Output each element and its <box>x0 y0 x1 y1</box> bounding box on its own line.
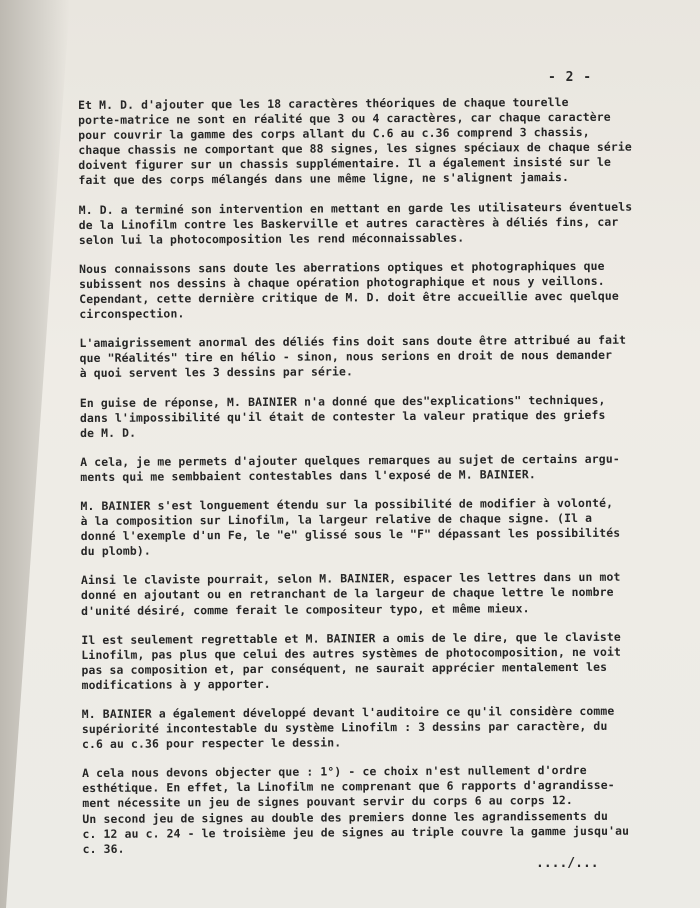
paragraph: Nous connaissons sans doute les aberrations optiques et photographiques que subissent nos dessins à chaque opération photographique et nous y veillons. Cependant, cette dernière critique de M. D. doit être accueillie avec quelque circonspection. <box>79 258 619 322</box>
paragraph: Et M. D. d'ajouter que les 18 caractères théoriques de chaque tourelle porte-matrice ne sont en réalité que 3 ou 4 caractères, car chaque caractère pour couvrir la gamme des corps allant du C.6 au c.36 comprend 3 chassis, chaque chassis ne comportant que 88 signes, les signes spéciaux de chaque série doivent figurer sur un chassis supplémentaire. Il a également insisté sur le fait que des corps mélangés dans une même ligne, ne s'alignent jamais. <box>78 95 632 188</box>
paragraph: M. BAINIER s'est longuement étendu sur la possibilité de modifier à volonté, à la composition sur Linofilm, la largeur relative de chaque signe. (Il a donné l'exemple d'un Fe, le "e" glissé sous le "F" dépassant les possibilités du plomb). <box>80 495 621 559</box>
page-shadow-edge <box>0 0 70 908</box>
paragraph: L'amaigrissement anormal des déliés fins doit sans doute être attribué au fait que "Réalités" tire en hélio - sinon, nous serions en droit de nous demander à quoi servent les 3 dessins par série. <box>79 332 627 381</box>
paragraph: Ainsi le claviste pourrait, selon M. BAINIER, espacer les lettres dans un mot donné en ajoutant ou en retranchant de la largeur de chaque lettre le nombre d'unité désiré, comme ferait le compositeur typo, et même mieux. <box>80 570 621 618</box>
paragraph: A cela, je me permets d'ajouter quelques remarques au sujet de certains argu- ments qui me sembbaient contestables dans l'exposé de M. BAINIER. <box>80 451 620 484</box>
paragraph: M. BAINIER a également développé devant l'auditoire ce qu'il considère comme supériorité incontestable du système Linofilm : 3 dessins par caractère, du c.6 au c.36 pour respecter le dessin. <box>81 703 615 752</box>
paragraph: Il est seulement regrettable et M. BAINIER a omis de le dire, que le claviste Linofilm, pas plus que celui des autres systèmes de photocomposition, ne voit pas sa composition et, par conséquent, ne saurait apprécier mentalement les modifications à y apporter. <box>81 629 622 692</box>
paragraph: En guise de réponse, M. BAINIER n'a donné que des"explications" techniques, dans l'impossibilité qu'il était de contester la valeur pratique des griefs de M. D. <box>79 392 606 440</box>
paragraph: M. D. a terminé son intervention en mettant en garde les utilisateurs éventuels de la Linofilm contre les Baskerville et autres caractères à déliés fins, car selon lui la photocomposition les rend méconnaissables. <box>78 199 633 247</box>
continuation-mark: ..../... <box>536 856 599 871</box>
document-body <box>78 94 683 870</box>
paragraph: A cela nous devons objecter que : 1°) - ce choix n'est nullement d'ordre esthétique. En effet, la Linofilm ne comprenant que 6 rapports d'agrandisse- ment nécessite un jeu de signes pouvant servir du corps 6 au corps 12. Un second jeu de signes au double des premiers donne les agrandissements du c. 12 au c. 24 - le troisième jeu de signes au triple couvre la gamme jusqu'au c. 36. <box>82 763 630 856</box>
page-number: - 2 - <box>548 70 593 85</box>
